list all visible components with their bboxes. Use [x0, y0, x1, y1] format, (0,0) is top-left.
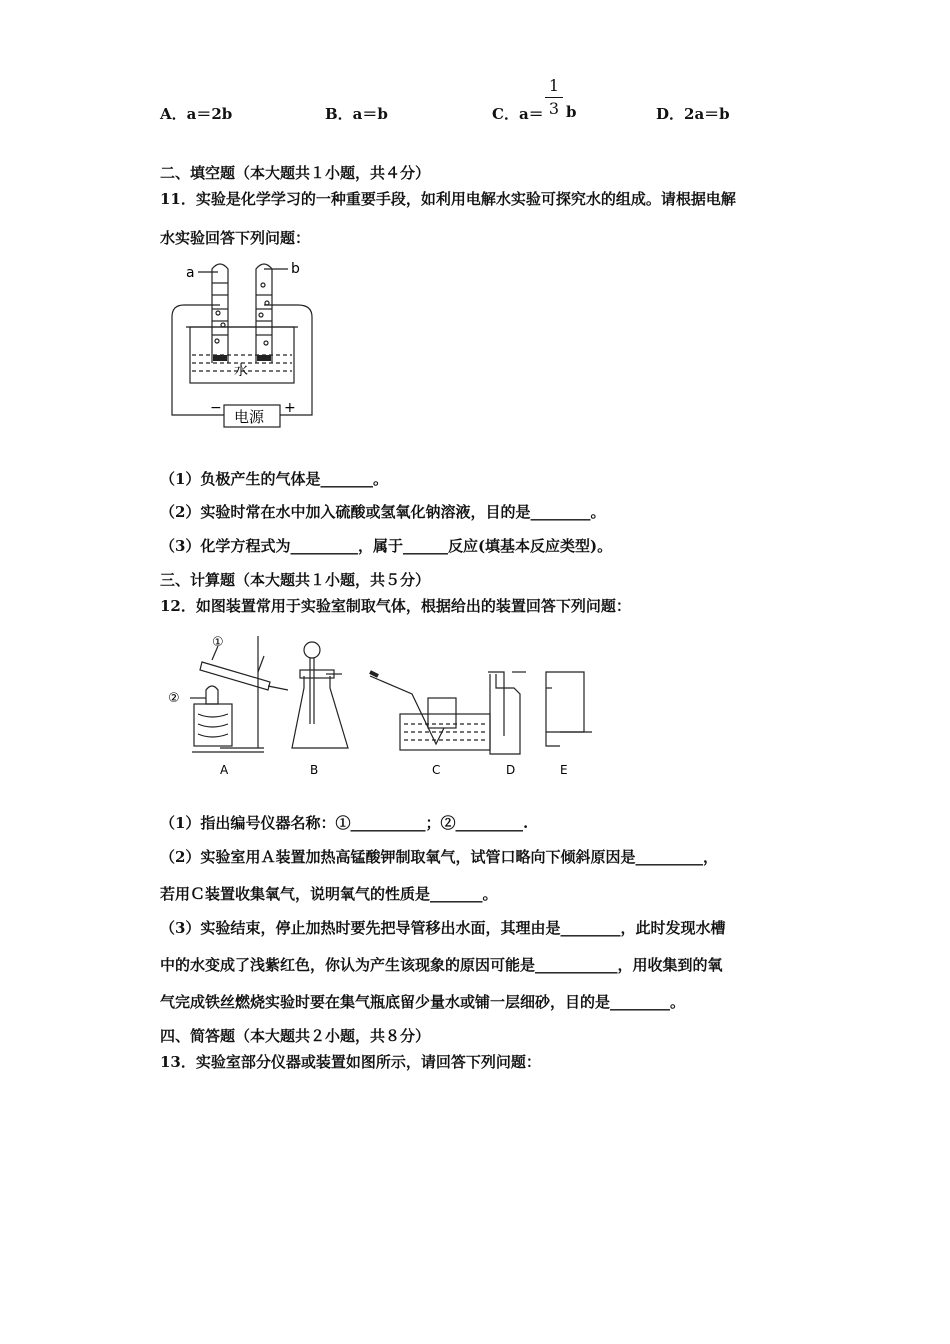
option-c-suffix: b: [566, 103, 577, 121]
q12-sub3-line3: 气完成铁丝燃烧实验时要在集气瓶底留少量水或铺一层细砂，目的是________。: [160, 993, 686, 1011]
option-d: D．2a＝b: [656, 105, 730, 123]
label-minus: −: [210, 400, 222, 416]
q11-line1: 11．实验是化学学习的一种重要手段，如利用电解水实验可探究水的组成。请根据电解: [160, 190, 736, 208]
label-b: b: [291, 261, 300, 277]
label-circled-1: ①: [212, 635, 224, 650]
q12-sub3-line1: （3）实验结束，停止加热时要先把导管移出水面，其理由是________，此时发现水槽: [160, 919, 726, 937]
label-power: 电源: [234, 408, 265, 426]
electrolysis-figure: [160, 255, 330, 435]
label-apparatus-d: D: [506, 763, 516, 777]
option-b: B．a＝b: [325, 105, 388, 123]
q11-sub3: （3）化学方程式为_________，属于______反应(填基本反应类型)。: [160, 537, 613, 555]
fraction-bar: [545, 97, 563, 98]
q11-line2: 水实验回答下列问题：: [160, 229, 311, 247]
q12-sub3-line2: 中的水变成了浅紫红色，你认为产生该现象的原因可能是___________，用收集到的氧: [160, 956, 723, 974]
label-apparatus-c: C: [432, 763, 441, 777]
q11-sub1: （1）负极产生的气体是_______。: [160, 470, 388, 488]
q12-stem: 12．如图装置常用于实验室制取气体，根据给出的装置回答下列问题：: [160, 597, 631, 615]
q12-sub2-line2: 若用Ｃ装置收集氧气，说明氧气的性质是_______。: [160, 885, 498, 903]
label-apparatus-b: B: [310, 763, 319, 777]
label-a: a: [186, 265, 195, 281]
label-apparatus-e: E: [560, 763, 568, 777]
q12-sub1: （1）指出编号仪器名称：①__________；②_________.: [160, 814, 529, 832]
option-a: A．a＝2b: [160, 105, 233, 123]
label-apparatus-a: A: [220, 763, 229, 777]
label-plus: +: [284, 400, 296, 416]
section2-header: 二、填空题（本大题共１小题，共４分）: [160, 164, 431, 182]
q12-sub2-line1: （2）实验室用Ａ装置加热高锰酸钾制取氧气，试管口略向下倾斜原因是_________，: [160, 848, 718, 866]
q11-sub2: （2）实验时常在水中加入硫酸或氢氧化钠溶液，目的是________。: [160, 503, 606, 521]
option-c-prefix: C．a＝: [492, 105, 544, 123]
option-c-fraction: [545, 77, 563, 118]
label-circled-2: ②: [168, 691, 180, 706]
section3-header: 三、计算题（本大题共１小题，共５分）: [160, 571, 431, 589]
q13-stem: 13．实验室部分仪器或装置如图所示，请回答下列问题：: [160, 1053, 541, 1071]
label-water: 水: [234, 363, 248, 379]
fraction-denominator: 3: [548, 99, 560, 118]
apparatus-figure: [160, 628, 600, 783]
section4-header: 四、简答题（本大题共２小题，共８分）: [160, 1027, 431, 1045]
fraction-numerator: 1: [548, 76, 560, 95]
